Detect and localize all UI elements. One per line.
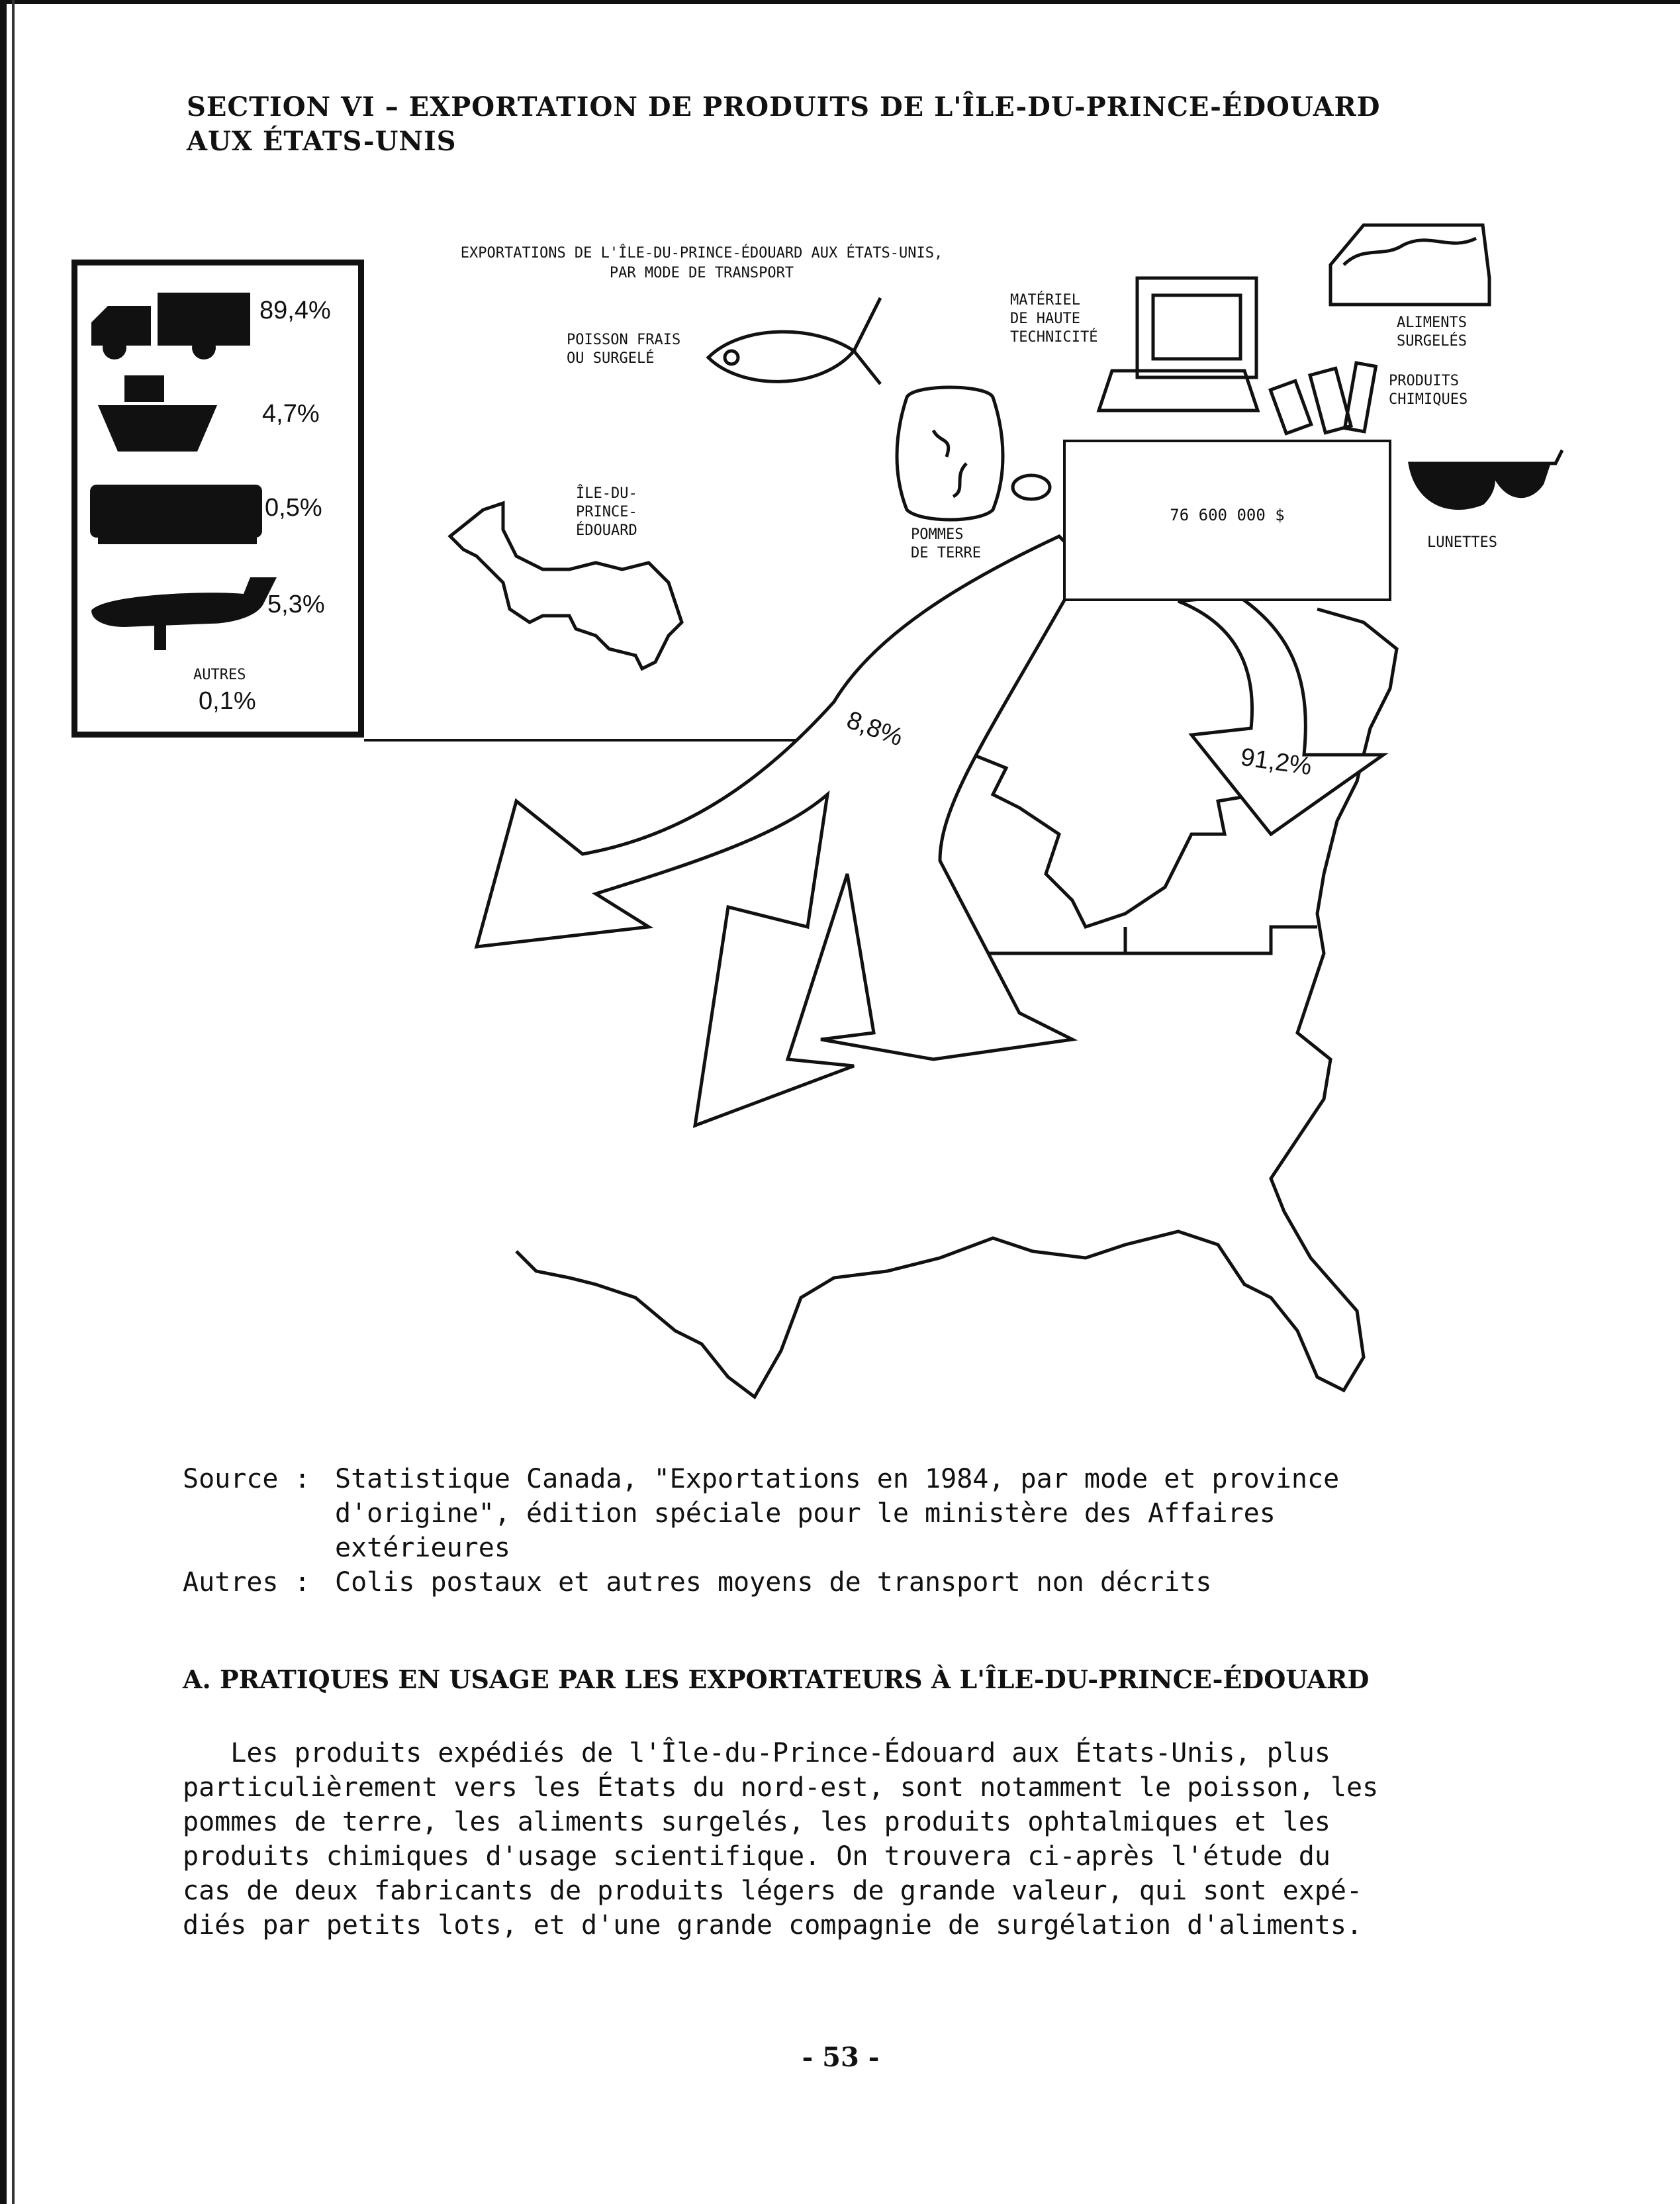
flow-arrow-912 [1178,596,1383,834]
train-icon [90,485,262,544]
equipment-label: MATÉRIEL DE HAUTE TECHNICITÉ [1010,292,1098,346]
potatoes-label: POMMES DE TERRE [911,526,981,561]
airplane-share: 5,3% [267,591,325,618]
note-source: Source : Statistique Canada, "Exportations en 1984, par mode et province d'origine", édition spéciale pour le ministère des Affaires extérieures [183,1464,1340,1563]
flow-arrow-88 [477,536,1086,1126]
flow-share-88: 8,8% [843,706,907,752]
section-title: SECTION VI – EXPORTATION DE PRODUITS DE L'ÎLE-DU-PRINCE-ÉDOUARD AUX ÉTATS-UNIS [187,91,1381,157]
source-notes [183,1462,1507,1600]
autres-label: AUTRES [193,667,246,683]
ship-share: 4,7% [262,400,320,428]
body-paragraph: Les produits expédiés de l'Île-du-Prince-Édouard aux États-Unis, plus particulièrement vers les États du nord-est, sont notamment le poisson, les pommes de terre, les aliments surgelés, les produits ophtalmiques et les produits chimiques d'usage scientifique. On trouvera ci-après l'étude du cas de deux fabricants de produits légers de grande valeur, qui sont expé- diés par petits lots, et d'une grande compagnie de surgélation d'aliments. [183,1738,1379,1940]
note-autres: Autres : Colis postaux et autres moyens de transport non décrits [183,1567,1212,1598]
chart-caption [371,244,1033,283]
chemical-bottles-icon [1270,363,1376,434]
lobster-icon [1013,475,1050,499]
page-number: - 53 - [802,2042,880,2073]
airplane-icon [91,577,277,650]
total-value: 76 600 000 $ [1170,506,1285,524]
sunglasses-icon [1410,450,1562,508]
potato-bag-icon [897,387,1003,520]
island-label: ÎLE-DU- PRINCE- ÉDOUARD [576,485,637,539]
flow-share-912: 91,2% [1238,743,1314,781]
computer-icon [1099,278,1258,410]
train-share: 0,5% [265,494,322,522]
frozen-food-icon [1330,225,1489,305]
fish-label: POISSON FRAIS OU SURGELÉ [567,332,681,367]
pei-island-outline [450,503,682,669]
autres-share: 0,1% [199,687,256,715]
chemicals-label: PRODUITS CHIMIQUES [1389,373,1468,408]
ship-icon [98,375,217,452]
fish-icon [708,298,880,384]
total-value-box [1063,440,1391,601]
frozen-food-label: ALIMENTS SURGELÉS [1397,314,1467,350]
truck-icon [91,293,250,359]
chart-caption-line-2: PAR MODE DE TRANSPORT [609,265,794,281]
transport-icons [78,266,297,683]
truck-share: 89,4% [259,297,331,324]
glasses-label: LUNETTES [1427,534,1497,551]
chart-caption-line-1: EXPORTATIONS DE L'ÎLE-DU-PRINCE-ÉDOUARD AUX ÉTATS-UNIS, [460,245,943,262]
section-a-heading: A. PRATIQUES EN USAGE PAR LES EXPORTATEURS À L'ÎLE-DU-PRINCE-ÉDOUARD [183,1664,1370,1694]
